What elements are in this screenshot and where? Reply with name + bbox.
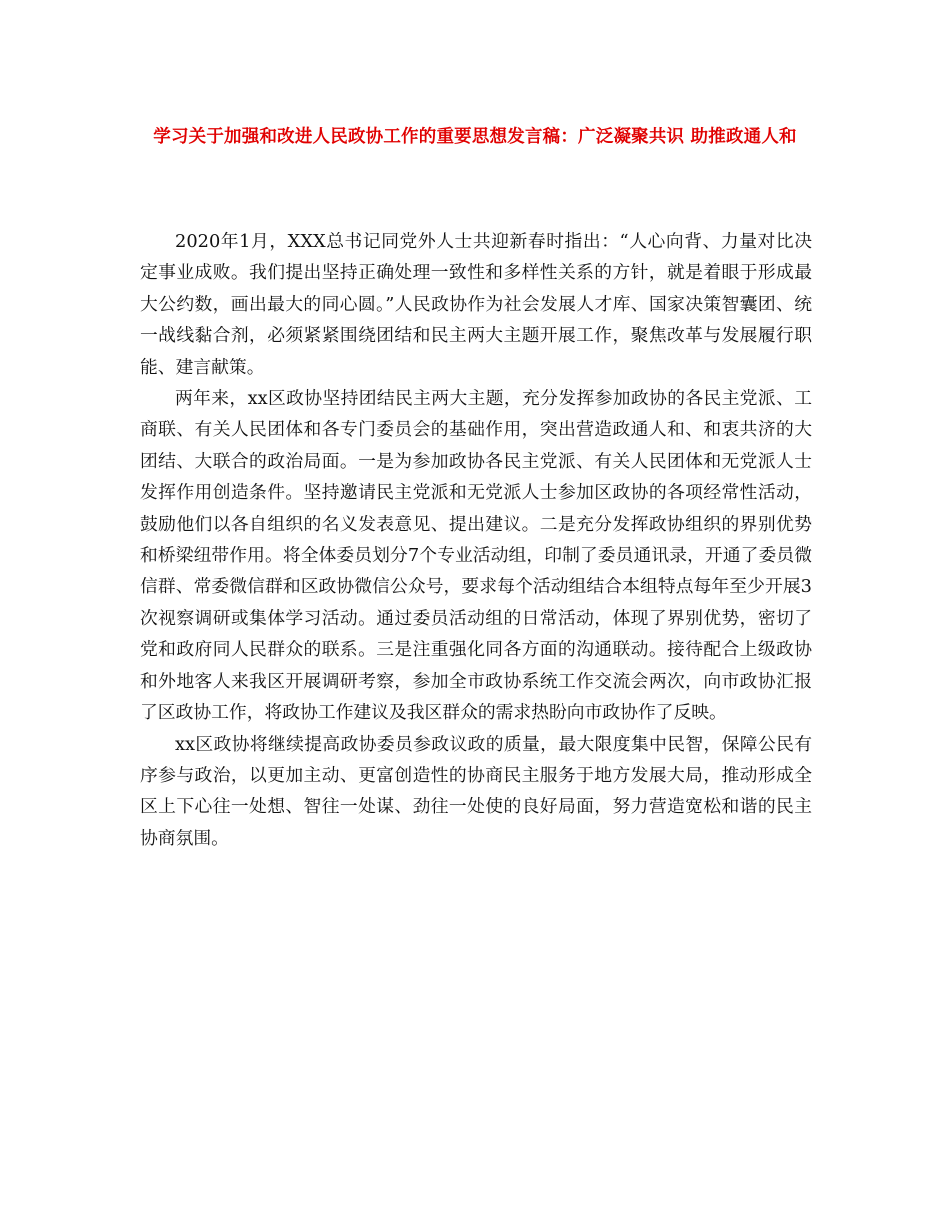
document-body: [140, 226, 812, 854]
paragraph: xx区政协将继续提高政协委员参政议政的质量，最大限度集中民智，保障公民有序参与政治，以更加主动、更富创造性的协商民主服务于地方发展大局，推动形成全区上下心往一处想、智往一处谋、劲往一处使的良好局面，努力营造宽松和谐的民主协商氛围。: [140, 733, 812, 849]
paragraph: 2020年1月，XXX总书记同党外人士共迎新春时指出：“人心向背、力量对比决定事业成败。我们提出坚持正确处理一致性和多样性关系的方针，就是着眼于形成最大公约数，画出最大的同心圆。”人民政协作为社会发展人才库、国家决策智囊团、统一战线黏合剂，必须紧紧围绕团结和民主两大主题开展工作，聚焦改革与发展履行职能、建言献策。: [140, 231, 812, 378]
paragraph: 两年来，xx区政协坚持团结民主两大主题，充分发挥参加政协的各民主党派、工商联、有关人民团体和各专门委员会的基础作用，突出营造政通人和、和衷共济的大团结、大联合的政治局面。一是为参加政协各民主党派、有关人民团体和无党派人士发挥作用创造条件。坚持邀请民主党派和无党派人士参加区政协的各项经常性活动，鼓励他们以各自组织的名义发表意见、提出建议。二是充分发挥政协组织的界别优势和桥梁纽带作用。将全体委员划分7个专业活动组，印制了委员通讯录，开通了委员微信群、常委微信群和区政协微信公众号，要求每个活动组结合本组特点每年至少开展3次视察调研或集体学习活动。通过委员活动组的日常活动，体现了界别优势，密切了党和政府同人民群众的联系。三是注重强化同各方面的沟通联动。接待配合上级政协和外地客人来我区开展调研考察，参加全市政协系统工作交流会两次，向市政协汇报了区政协工作，将政协工作建议及我区群众的需求热盼向市政协作了反映。: [140, 388, 812, 724]
document-title: 学习关于加强和改进人民政协工作的重要思想发言稿：广泛凝聚共识 助推政通人和: [153, 127, 797, 147]
